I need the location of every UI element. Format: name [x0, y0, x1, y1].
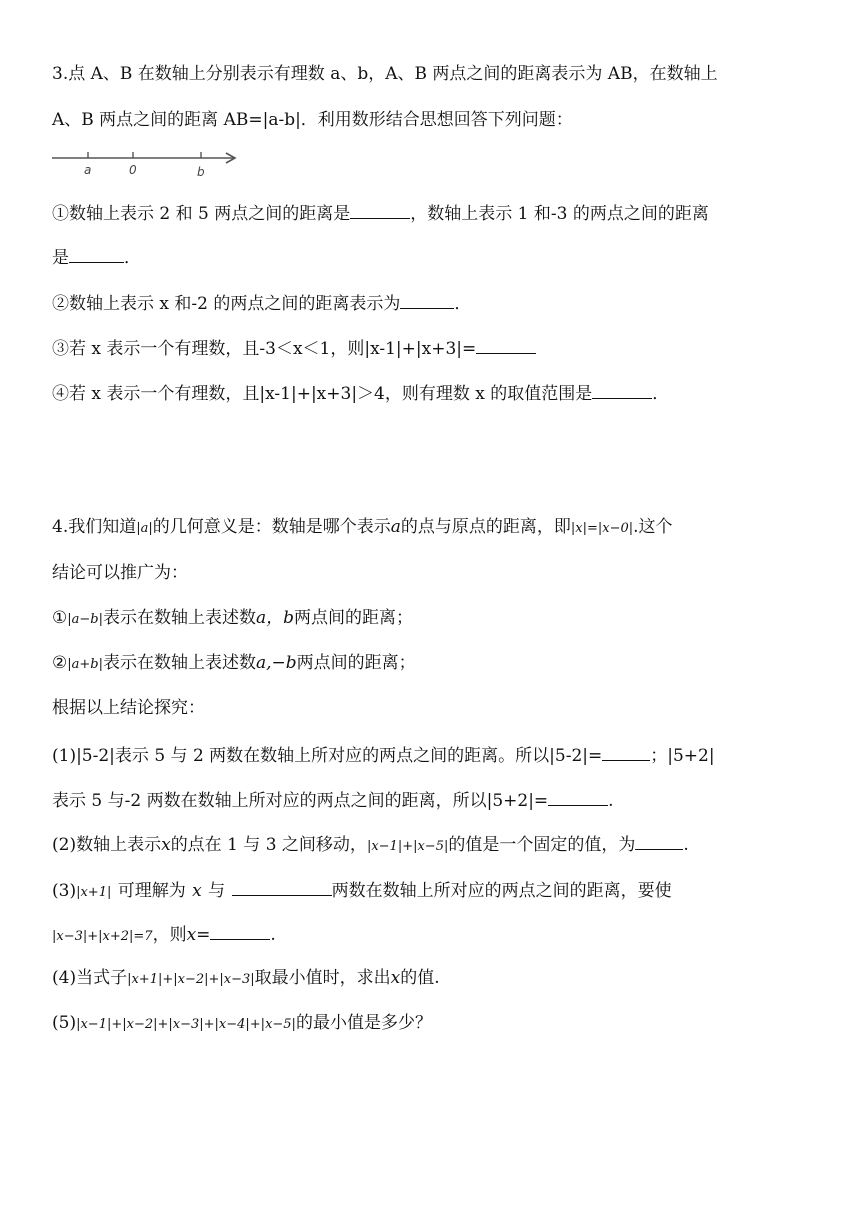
q3-line1: 3.点 A、B 在数轴上分别表示有理数 a、b，A、B 两点之间的距离表示为 AB，在数轴上	[52, 64, 718, 84]
q4-explore: 根据以上结论探究：	[52, 698, 205, 718]
label-b: b	[197, 165, 205, 179]
answer-blank	[400, 290, 454, 309]
q4-conclusion1: ①|a−b|表示在数轴上表述数a，b两点间的距离；	[52, 608, 414, 628]
q3-part1: ①数轴上表示 2 和 5 两点之间的距离是 ，数轴上表示 1 和-3 的两点之间的距离	[52, 200, 709, 226]
q4-s2: (2)数轴上表示x的点在 1 与 3 之间移动，|x−1|+|x−5|的值是一个固定的值，为 .	[52, 831, 689, 859]
answer-blank	[69, 244, 124, 263]
answer-blank	[635, 831, 683, 850]
label-zero: 0	[129, 163, 137, 177]
q4-intro2: 结论可以推广为：	[52, 563, 188, 583]
q4-s5: (5)|x−1|+|x−2|+|x−3|+|x−4|+|x−5|的最小值是多少？	[52, 1013, 432, 1033]
answer-blank	[350, 200, 410, 219]
q3-part1-cont: 是 ．	[52, 244, 141, 270]
q4-s3-cont: |x−3|+|x+2|=7，则x= .	[52, 921, 276, 949]
q3-line2: A、B 两点之间的距离 AB=|a-b|．利用数形结合思想回答下列问题：	[52, 110, 573, 130]
answer-blank	[232, 877, 332, 896]
answer-blank	[592, 380, 652, 399]
label-a: a	[84, 163, 92, 177]
q4-s1-cont: 表示 5 与-2 两数在数轴上所对应的两点之间的距离，所以|5+2|= .	[52, 787, 614, 813]
q4-s1: (1)|5-2|表示 5 与 2 两数在数轴上所对应的两点之间的距离。所以|5-2|= ；|5+2|	[52, 742, 715, 768]
answer-blank	[602, 742, 650, 761]
answer-blank	[476, 335, 536, 354]
q4-intro: 4.我们知道|a|的几何意义是：数轴是哪个表示a的点与原点的距离，即|x|=|x−0|.这个	[52, 517, 673, 537]
q3-part2: ②数轴上表示 x 和-2 的两点之间的距离表示为 ．	[52, 290, 471, 316]
q4-s4: (4)当式子|x+1|+|x−2|+|x−3|取最小值时，求出x的值.	[52, 968, 440, 988]
number-line-figure	[48, 144, 248, 180]
answer-blank	[210, 921, 270, 940]
answer-blank	[548, 787, 608, 806]
q4-conclusion2: ②|a+b|表示在数轴上表述数a,−b两点间的距离；	[52, 653, 416, 673]
q3-part4: ④若 x 表示一个有理数，且|x-1|+|x+3|＞4，则有理数 x 的取值范围是 ．	[52, 380, 669, 406]
q3-part3: ③若 x 表示一个有理数，且-3＜x＜1，则|x-1|+|x+3|=	[52, 335, 536, 361]
q4-s3: (3)|x+1| 可理解为 x 与 两数在数轴上所对应的两点之间的距离，要使	[52, 877, 672, 905]
